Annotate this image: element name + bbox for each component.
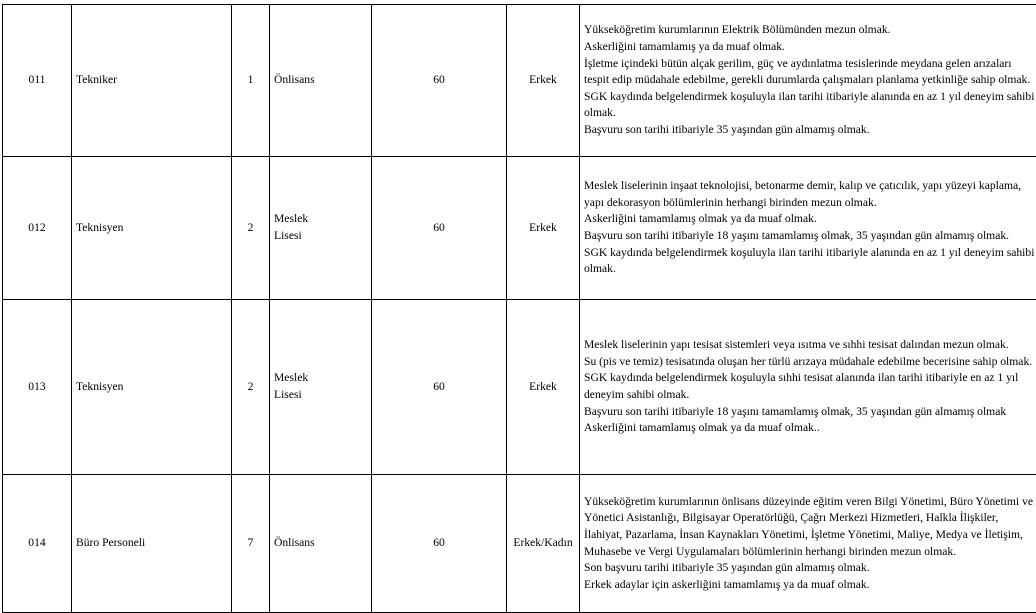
requirements — [580, 475, 1036, 613]
requirement-line: olmak. — [584, 106, 616, 120]
position-count: 2 — [232, 300, 270, 475]
position-count: 1 — [232, 5, 270, 157]
requirement-line: Yükseköğretim kurumlarının önlisans düzeyinde eğitim veren Bilgi Yönetimi, Büro Yönetimi ve — [584, 494, 1033, 508]
education-line: Meslek — [274, 371, 309, 385]
min-score: 60 — [372, 300, 507, 475]
table-row — [3, 157, 1036, 300]
requirements — [580, 157, 1036, 300]
requirement-line: Başvuru son tarihi itibariyle 18 yaşını tamamlamış olmak, 35 yaşından gün almamış olmak. — [584, 229, 1010, 242]
position-code: 012 — [3, 157, 72, 300]
requirement-line: tespit edip müdahale edebilme, gerekli durumlarda çalışmaları planlama yetkinliğe sahip olmak. — [584, 73, 1031, 87]
position-code: 011 — [3, 5, 72, 157]
gender: Erkek — [507, 300, 580, 475]
requirement-line: İlahiyat, Pazarlama, İnsan Kaynakları Yönetimi, İşletme Yönetimi, Maliye, Medya ve İletişim, — [584, 527, 1023, 541]
education-line: Lisesi — [274, 229, 302, 242]
requirement-line: Askerliğini tamamlamış ya da muaf olmak. — [584, 40, 785, 54]
requirement-line: Başvuru son tarihi itibariyle 18 yaşını tamamlamış olmak, 35 yaşından gün almamış olmak — [584, 404, 1007, 418]
requirements — [580, 5, 1036, 157]
position-count: 7 — [232, 475, 270, 613]
education-level — [270, 300, 372, 475]
education-line: Önlisans — [274, 73, 315, 87]
requirement-line: Yükseköğretim kurumlarının Elektrik Bölümünden mezun olmak. — [584, 23, 891, 37]
min-score: 60 — [372, 157, 507, 300]
gender: Erkek — [507, 5, 580, 157]
requirement-line: SGK kaydında belgelendirmek koşuluyla sıhhi tesisat alanında ilan tarihi itibariyle en az 1 yıl — [584, 371, 1019, 385]
table-row — [3, 5, 1036, 157]
requirement-line: Askerliğini tamamlamış olmak ya da muaf olmak. — [584, 212, 817, 226]
position-code: 014 — [3, 475, 72, 613]
position-title: Teknisyen — [72, 157, 232, 300]
requirement-line: Su (pis ve temiz) tesisatında oluşan her türlü arızaya müdahale edebilme becerisine sahip olmak. — [584, 354, 1033, 368]
min-score: 60 — [372, 475, 507, 613]
requirement-line: Meslek liselerinin yapı tesisat sistemleri veya ısıtma ve sıhhi tesisat dalından mezun olmak. — [584, 338, 1009, 352]
position-title: Teknisyen — [72, 300, 232, 475]
education-level — [270, 5, 372, 157]
min-score: 60 — [372, 5, 507, 157]
requirement-line: Askerliğini tamamlamış olmak ya da muaf olmak.. — [584, 421, 820, 435]
education-level — [270, 475, 372, 613]
requirements — [580, 300, 1036, 475]
table-row — [3, 475, 1036, 613]
position-count: 2 — [232, 157, 270, 300]
requirement-line: Son başvuru tarihi itibariyle 35 yaşından gün almamış olmak. — [584, 561, 870, 575]
requirement-line: SGK kaydında belgelendirmek koşuluyla ilan tarihi itibariyle alanında en az 1 yıl deneyim sahibi — [584, 89, 1035, 103]
position-code: 013 — [3, 300, 72, 475]
requirement-line: Meslek liselerinin inşaat teknolojisi, betonarme demir, kalıp ve çatıcılık, yapı yüzeyi kaplama, — [584, 179, 1022, 193]
table-row — [3, 300, 1036, 475]
position-title: Büro Personeli — [72, 475, 232, 613]
education-level — [270, 157, 372, 300]
requirement-line: olmak. — [584, 262, 616, 276]
requirement-line: deneyim sahibi olmak. — [584, 388, 690, 401]
requirement-line: Muhasebe ve Vergi Uygulamaları bölümlerinin herhangi birinden mezun olmak. — [584, 544, 957, 558]
requirement-line: Erkek adaylar için askerliğini tamamlamış ya da muaf olmak. — [584, 577, 870, 591]
gender: Erkek — [507, 157, 580, 300]
requirement-line: yapı dekorasyon bölümlerinin herhangi birinden mezun olmak. — [584, 195, 877, 209]
position-title: Tekniker — [72, 5, 232, 157]
gender: Erkek/Kadın — [507, 475, 580, 613]
education-line: Önlisans — [274, 536, 315, 550]
education-line: Meslek — [274, 212, 309, 226]
requirement-line: SGK kaydında belgelendirmek koşuluyla ilan tarihi itibariyle alanında en az 1 yıl deneyim sahibi — [584, 245, 1035, 259]
requirement-line: Başvuru son tarihi itibariyle 35 yaşından gün almamış olmak. — [584, 122, 870, 136]
requirement-line: İşletme içindeki bütün alçak gerilim, güç ve aydınlatma tesislerinde meydana gelen arızaları — [584, 56, 1012, 70]
job-listing-table — [2, 4, 1036, 613]
education-line: Lisesi — [274, 388, 302, 401]
requirement-line: Yönetici Asistanlığı, Bilgisayar Operatörlüğü, Çağrı Merkezi Hizmetleri, Halkla İlişkiler, — [584, 511, 999, 525]
